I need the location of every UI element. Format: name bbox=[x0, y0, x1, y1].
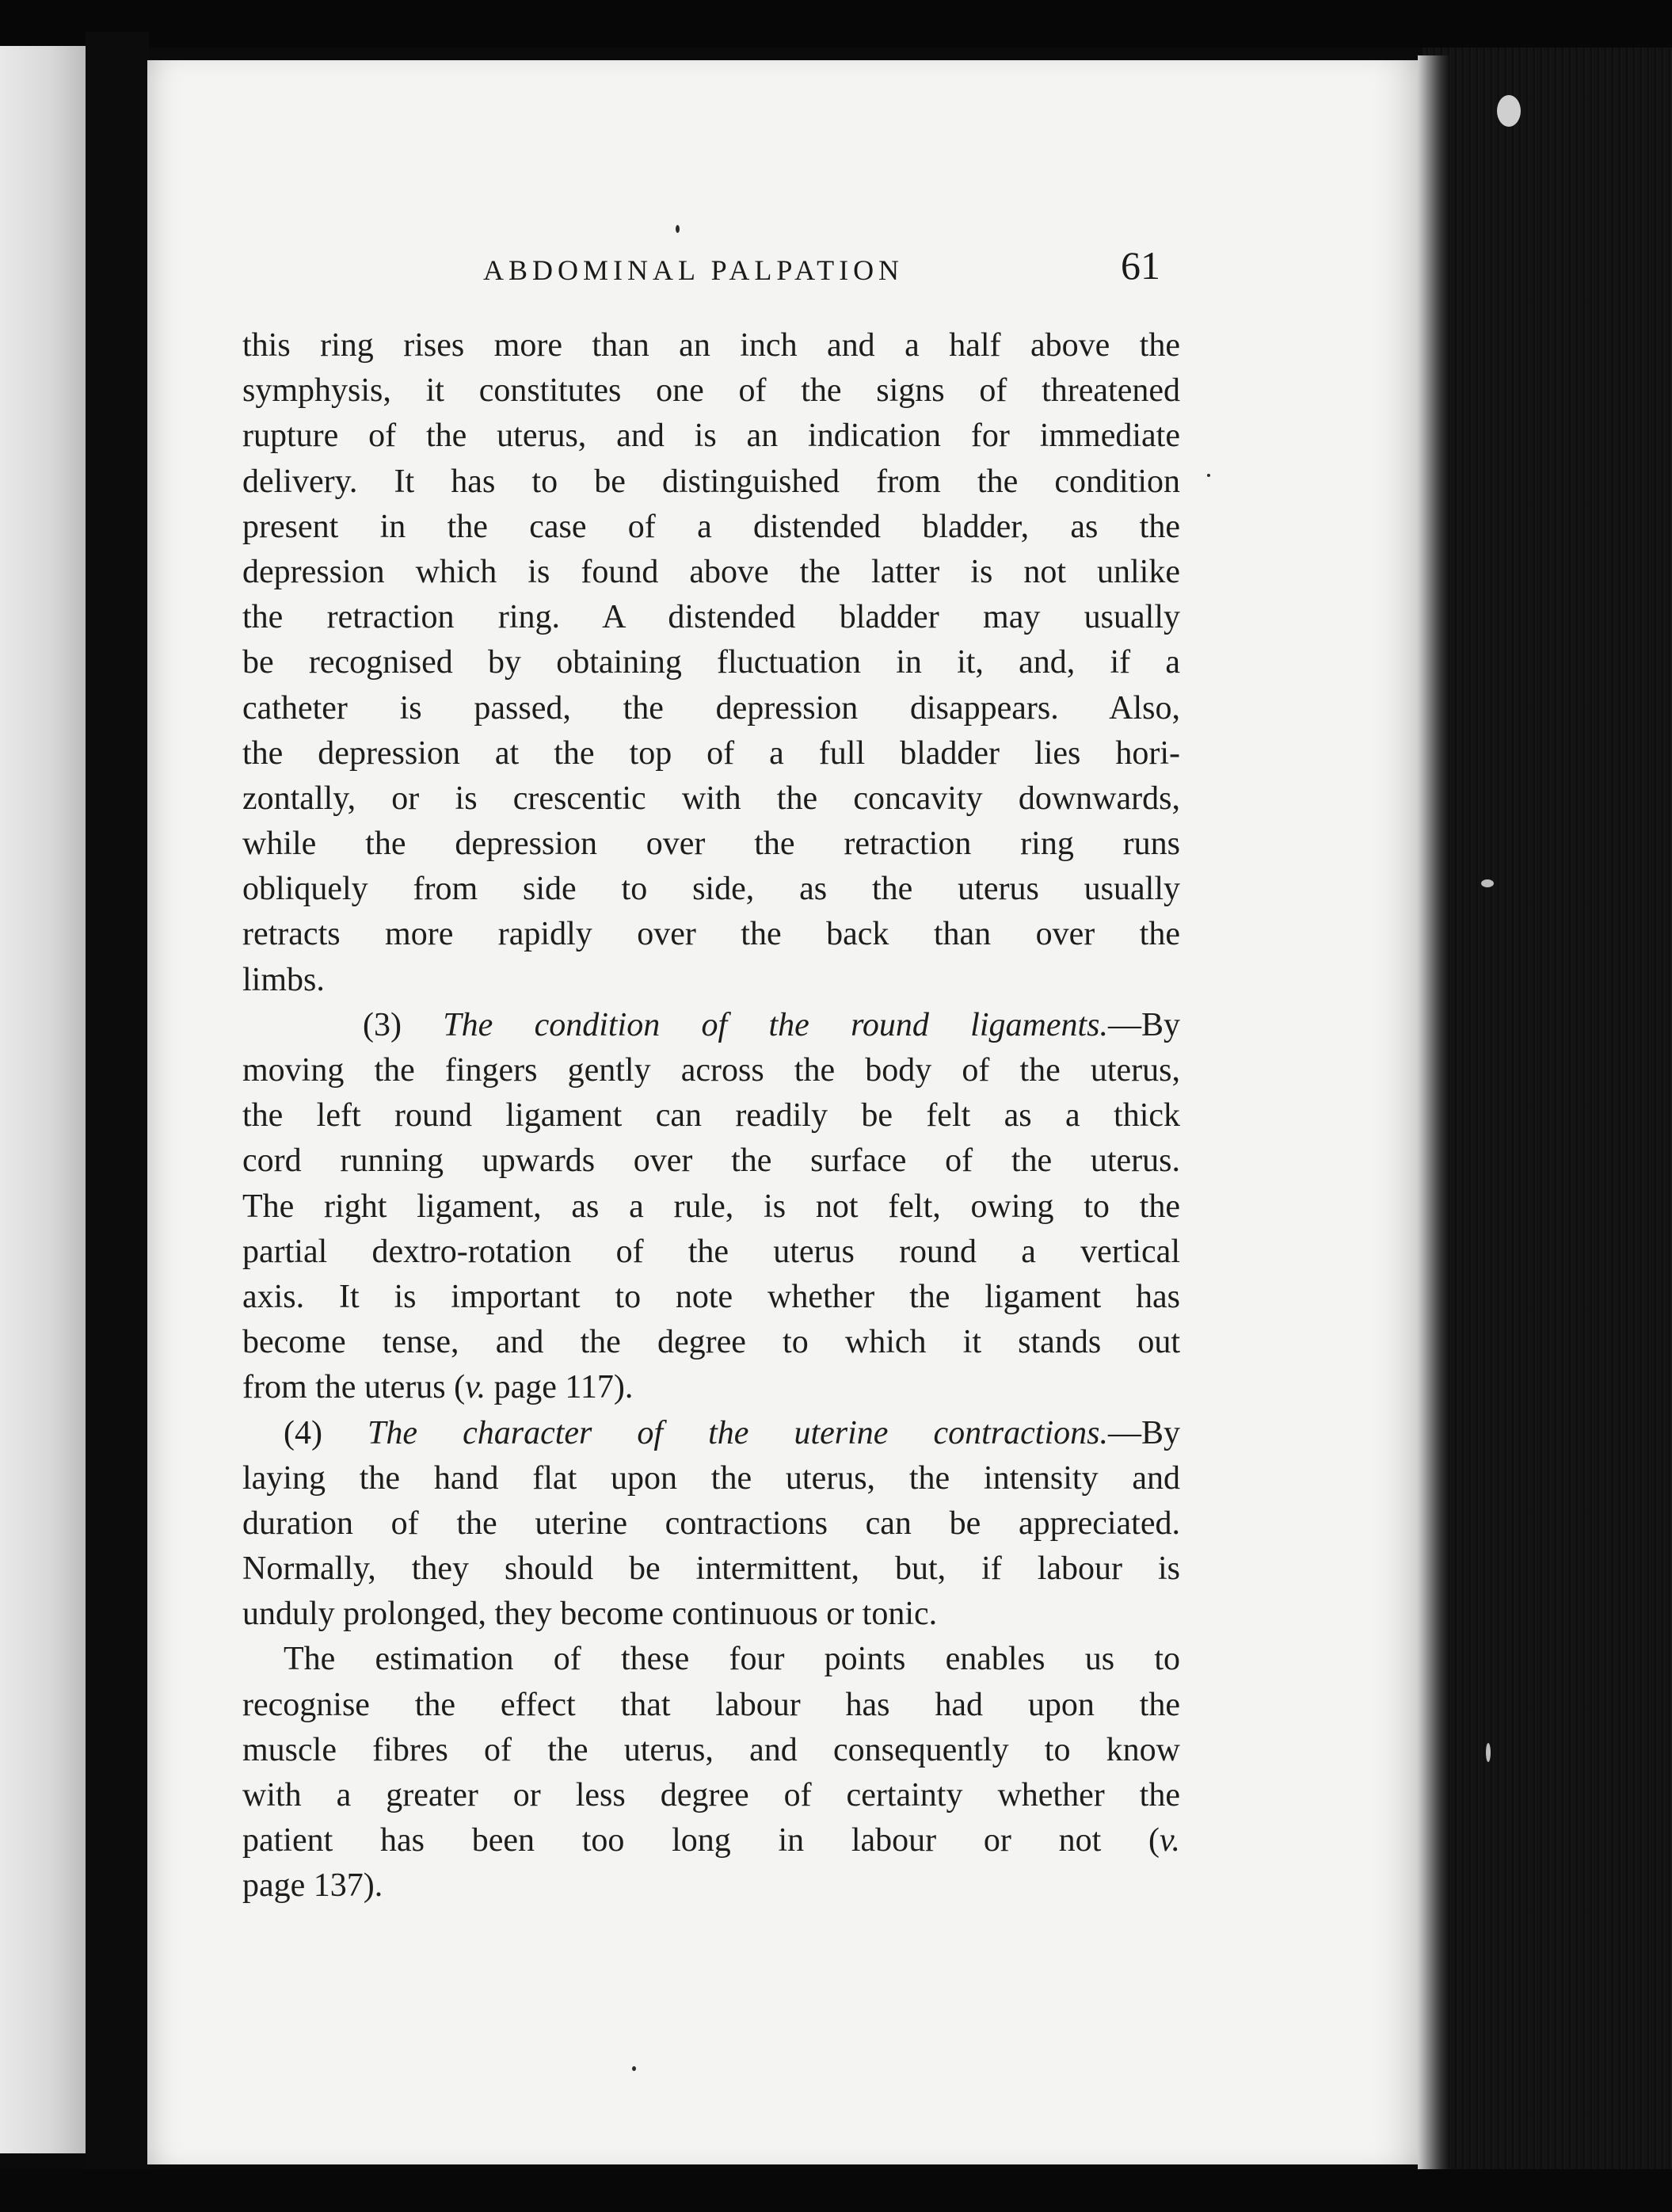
facing-page-edge bbox=[0, 46, 86, 2153]
text-line: unduly prolonged, they become continuous or tonic. bbox=[242, 1596, 938, 1633]
edge-glint bbox=[1481, 879, 1494, 887]
edge-glint bbox=[1497, 95, 1521, 127]
section-lead: —By bbox=[1107, 1006, 1180, 1043]
text-line: partial dextro-rotation of the uterus round a vertical bbox=[242, 1233, 1180, 1270]
reference-abbrev: v. bbox=[465, 1369, 486, 1406]
reference-abbrev: v. bbox=[1159, 1822, 1180, 1859]
text-line: Normally, they should be intermittent, but, if labour is bbox=[242, 1550, 1180, 1588]
book-gutter bbox=[86, 32, 149, 2171]
text-line: with a greater or less degree of certainty whether the bbox=[242, 1777, 1180, 1813]
text-line: muscle fibres of the uterus, and consequently to know bbox=[242, 1731, 1180, 1768]
section-heading: The character of the uterine contractions. bbox=[368, 1414, 1108, 1451]
section-number: (3) bbox=[363, 1006, 402, 1043]
text-line: present in the case of a distended bladder, as the bbox=[242, 508, 1180, 545]
text-line: rupture of the uterus, and is an indication for immediate bbox=[242, 418, 1180, 455]
ink-speck bbox=[1207, 474, 1210, 477]
text-line: symphysis, it constitutes one of the signs of threatened bbox=[242, 372, 1180, 410]
ink-speck bbox=[676, 225, 680, 233]
text-line: obliquely from side to side, as the uterus usually bbox=[242, 871, 1180, 908]
text-line: duration of the uterine contractions can be appreciated. bbox=[242, 1505, 1180, 1542]
text-line: catheter is passed, the depression disappears. Also, bbox=[242, 689, 1180, 727]
section-heading: The condition of the round ligaments. bbox=[443, 1006, 1108, 1043]
text-line: be recognised by obtaining fluctuation in it, and, if a bbox=[242, 644, 1180, 681]
text-fragment: from the uterus ( bbox=[242, 1369, 466, 1406]
text-line bbox=[242, 1818, 1180, 1863]
section-lead: —By bbox=[1107, 1414, 1180, 1451]
text-line: retracts more rapidly over the back than over the bbox=[242, 916, 1180, 953]
section-3-first-line bbox=[242, 1003, 1180, 1048]
page-stack-edge bbox=[1423, 48, 1672, 2187]
bottom-shadow bbox=[0, 2169, 1672, 2212]
text-line: while the depression over the retraction ring runs bbox=[242, 826, 1180, 863]
text-line bbox=[242, 1365, 1180, 1410]
text-line: the depression at the top of a full bladder lies hori- bbox=[242, 734, 1180, 772]
text-line: page 137). bbox=[242, 1867, 383, 1905]
text-line: laying the hand flat upon the uterus, the intensity and bbox=[242, 1459, 1180, 1497]
text-fragment: patient has been too long in labour or not ( bbox=[242, 1822, 1160, 1859]
text-line: cord running upwards over the surface of the uterus. bbox=[242, 1142, 1180, 1180]
text-line: this ring rises more than an inch and a half above the bbox=[242, 327, 1180, 364]
text-line: the left round ligament can readily be felt as a thick bbox=[242, 1097, 1180, 1135]
text-line: delivery. It has to be distinguished from the condition bbox=[242, 463, 1180, 500]
text-line: become tense, and the degree to which it stands out bbox=[242, 1324, 1180, 1361]
text-line: axis. It is important to note whether the ligament has bbox=[242, 1278, 1180, 1315]
text-line: zontally, or is crescentic with the concavity downwards, bbox=[242, 780, 1180, 817]
top-shadow bbox=[0, 0, 1672, 48]
paragraph-5-first-line: The estimation of these four points enables us to bbox=[284, 1641, 1180, 1678]
section-number: (4) bbox=[284, 1414, 322, 1451]
page-number: 61 bbox=[1121, 243, 1160, 288]
text-line: moving the fingers gently across the body of the uterus, bbox=[242, 1052, 1180, 1089]
ink-speck bbox=[632, 2066, 636, 2071]
text-line: limbs. bbox=[242, 961, 325, 998]
running-head bbox=[348, 238, 1259, 301]
page-edge-shadow bbox=[1418, 55, 1449, 2171]
text-line: depression which is found above the latter is not unlike bbox=[242, 553, 1180, 590]
section-4-first-line bbox=[242, 1411, 1180, 1456]
edge-glint bbox=[1486, 1743, 1491, 1762]
running-title: ABDOMINAL PALPATION bbox=[483, 254, 905, 286]
text-fragment: page 117). bbox=[486, 1369, 634, 1406]
text-line: The right ligament, as a rule, is not felt, owing to the bbox=[242, 1188, 1180, 1225]
body-text bbox=[242, 323, 1180, 1909]
text-line: recognise the effect that labour has had upon the bbox=[242, 1686, 1180, 1723]
text-line: the retraction ring. A distended bladder may usually bbox=[242, 599, 1180, 636]
